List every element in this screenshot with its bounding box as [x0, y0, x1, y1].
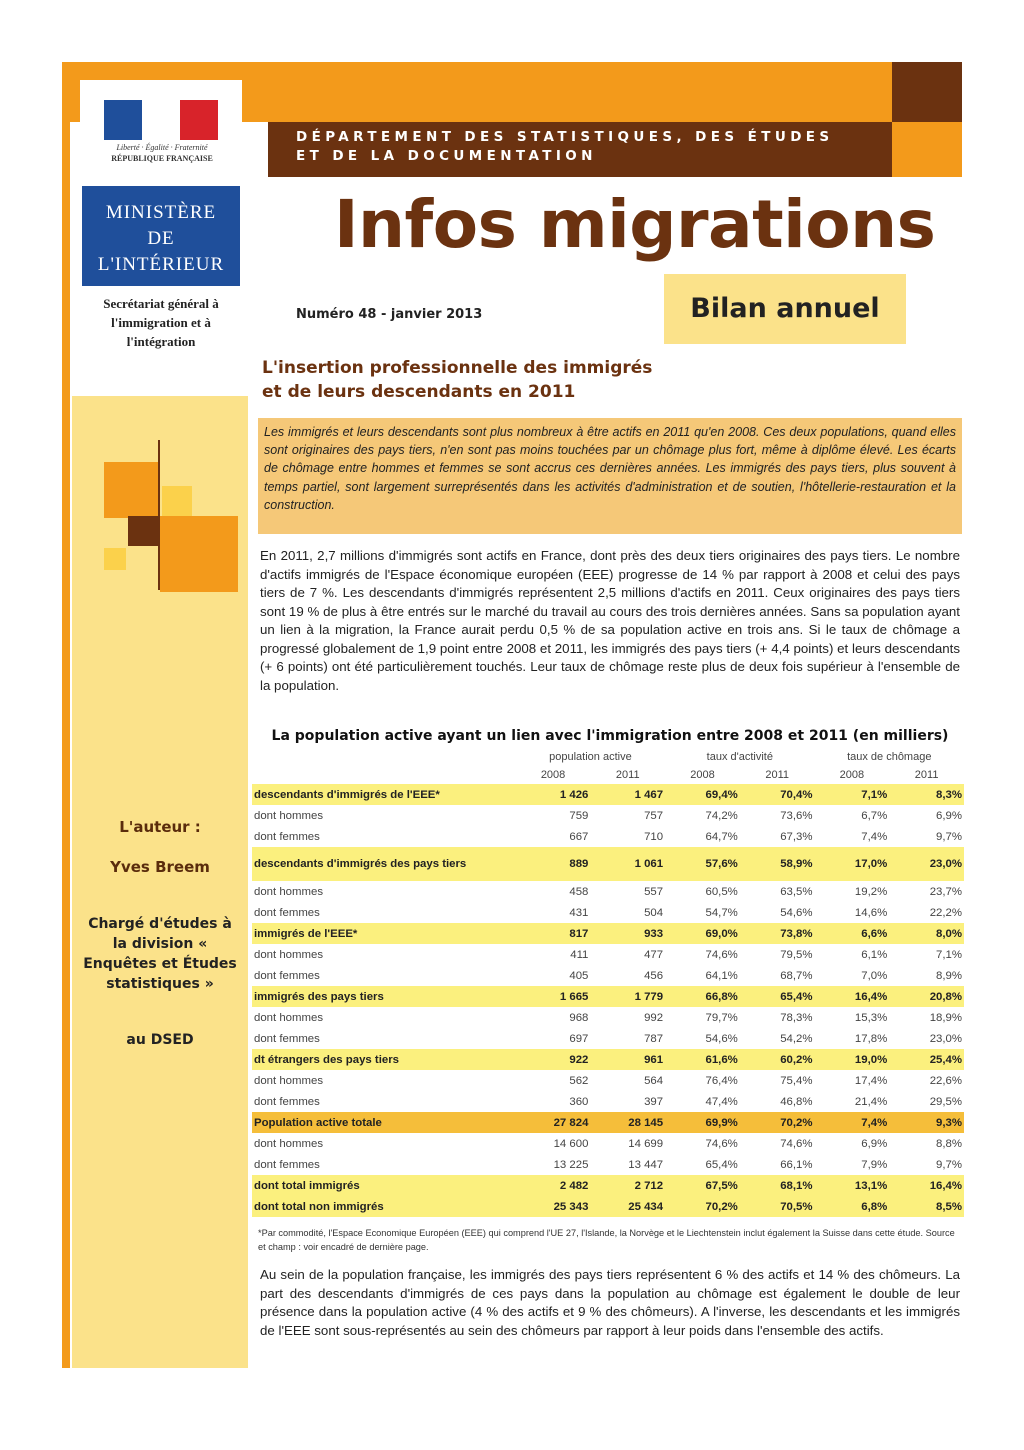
- republique-francaise-label: Liberté · Égalité · Fraternité RÉPUBLIQUE FRANÇAISE: [111, 143, 213, 163]
- table-cell: 968: [569, 1011, 589, 1024]
- table-cell: 74,6%: [780, 1137, 813, 1150]
- table-cell: 78,3%: [780, 1011, 813, 1024]
- year-header: 2008: [690, 769, 715, 781]
- table-cell: 9,3%: [889, 1112, 964, 1133]
- table-cell: 757: [644, 809, 664, 822]
- table-row: [252, 1154, 964, 1175]
- table-cell: 75,4%: [780, 1074, 813, 1087]
- table-cell: 66,1%: [780, 1158, 813, 1171]
- table-cell: 8,0%: [889, 923, 964, 944]
- group-header: taux d'activité: [706, 751, 773, 763]
- publication-title: Infos migrations: [334, 186, 936, 263]
- table-row: [252, 1133, 964, 1154]
- table-cell: 2 712: [590, 1175, 665, 1196]
- row-label: immigrés des pays tiers: [252, 986, 516, 1007]
- group-header: taux de chômage: [847, 751, 932, 763]
- table-cell: 70,2%: [665, 1196, 740, 1217]
- table-cell: 759: [569, 809, 589, 822]
- table-row: [252, 944, 964, 965]
- year-header: 2011: [914, 769, 939, 781]
- decorative-square: [104, 548, 126, 570]
- table-cell: 46,8%: [780, 1095, 813, 1108]
- table-cell: 8,9%: [936, 969, 962, 982]
- table-cell: 2 482: [516, 1175, 591, 1196]
- article-paragraph: Au sein de la population française, les immigrés des pays tiers représentent 6 % des actifs et 14 % des chômeurs. La part des descendants d'immigrés de ces pays dans la population au chômage est également le double de leur présence dans la population active (4 % des actifs et 9 % des chômeurs). A l'inverse, les descendants et les immigrés de l'EEE sont sous-représentés au sein des chômeurs par rapport à leur poids dans l'ensemble des actifs.: [260, 1267, 960, 1338]
- table-cell: 9,7%: [936, 830, 962, 843]
- table-cell: 18,9%: [929, 1011, 962, 1024]
- table-row: [252, 826, 964, 847]
- table-row: [252, 847, 964, 881]
- row-label: dont hommes: [254, 809, 324, 822]
- table-cell: 8,3%: [889, 784, 964, 805]
- table-cell: 54,6%: [705, 1032, 738, 1045]
- table-cell: 67,3%: [780, 830, 813, 843]
- table-cell: 6,1%: [861, 948, 888, 961]
- decorative-line: [158, 440, 160, 590]
- table-cell: 13,1%: [815, 1175, 890, 1196]
- row-label: dont femmes: [254, 1158, 320, 1171]
- table-cell: 65,4%: [705, 1158, 738, 1171]
- table-cell: 6,7%: [861, 809, 888, 822]
- secretariat-label: Secrétariat général à l'immigration et à l'intégration: [103, 296, 219, 349]
- table-cell: 64,7%: [705, 830, 738, 843]
- table-cell: 68,7%: [780, 969, 813, 982]
- table-cell: 1 779: [590, 986, 665, 1007]
- row-label: dont total immigrés: [252, 1175, 516, 1196]
- table-cell: 15,3%: [854, 1011, 888, 1024]
- decorative-square: [128, 516, 158, 546]
- table-cell: 697: [569, 1032, 589, 1045]
- table-cell: 7,0%: [861, 969, 888, 982]
- table-cell: 23,0%: [889, 847, 964, 881]
- table-cell: 1 061: [590, 847, 665, 881]
- table-row: [252, 805, 964, 826]
- table-cell: 14 600: [553, 1137, 589, 1150]
- row-label: dont total non immigrés: [252, 1196, 516, 1217]
- top-brown-corner: [892, 62, 962, 122]
- table-row: [252, 986, 964, 1007]
- table-cell: 477: [644, 948, 664, 961]
- author-label: L'auteur :: [119, 818, 201, 836]
- table-cell: 889: [516, 847, 591, 881]
- table-cell: 922: [516, 1049, 591, 1070]
- table-cell: 27 824: [516, 1112, 591, 1133]
- table-row: [252, 1091, 964, 1112]
- table-cell: 6,8%: [815, 1196, 890, 1217]
- table-cell: 817: [516, 923, 591, 944]
- table-cell: 8,5%: [889, 1196, 964, 1217]
- table-cell: 60,2%: [740, 1049, 815, 1070]
- table-row: [252, 1070, 964, 1091]
- table-cell: 562: [569, 1074, 589, 1087]
- year-header: 2008: [839, 769, 865, 781]
- table-cell: 19,2%: [854, 885, 888, 898]
- decorative-square: [162, 486, 192, 516]
- table-cell: 79,5%: [780, 948, 813, 961]
- table-cell: 360: [569, 1095, 589, 1108]
- table-cell: 69,4%: [665, 784, 740, 805]
- row-label: dont femmes: [254, 830, 320, 843]
- table-row: [252, 1028, 964, 1049]
- table-row: [252, 1049, 964, 1070]
- table-cell: 7,4%: [861, 830, 888, 843]
- table-cell: 14,6%: [854, 906, 888, 919]
- table-cell: 431: [569, 906, 589, 919]
- table-cell: 70,2%: [740, 1112, 815, 1133]
- table-title: La population active ayant un lien avec l'immigration entre 2008 et 2011 (en milliers): [271, 728, 949, 744]
- article-title: L'insertion professionnelle des immigrés et de leurs descendants en 2011: [262, 358, 653, 402]
- row-label: dont hommes: [254, 885, 324, 898]
- table-cell: 54,2%: [780, 1032, 813, 1045]
- table-cell: 23,7%: [929, 885, 962, 898]
- year-header: 2011: [765, 769, 789, 781]
- table-cell: 9,7%: [936, 1158, 962, 1171]
- table-cell: 74,2%: [705, 809, 738, 822]
- author-name: Yves Breem: [110, 858, 210, 876]
- table-cell: 6,6%: [815, 923, 890, 944]
- table-cell: 68,1%: [740, 1175, 815, 1196]
- table-cell: 7,1%: [815, 784, 890, 805]
- table-cell: 933: [590, 923, 665, 944]
- author-department: au DSED: [126, 1032, 194, 1048]
- issue-number: Numéro 48 - janvier 2013: [296, 307, 483, 322]
- table-cell: 6,9%: [936, 809, 962, 822]
- table-cell: 25 343: [516, 1196, 591, 1217]
- table-cell: 63,5%: [780, 885, 813, 898]
- marianne-logo: [104, 100, 218, 140]
- table-cell: 504: [644, 906, 664, 919]
- table-cell: 7,9%: [861, 1158, 888, 1171]
- article-paragraph: En 2011, 2,7 millions d'immigrés sont actifs en France, dont près des deux tiers originaires des pays tiers. Le nombre d'actifs immigrés de l'Espace économique européen (EEE) progresse de 14 % par rapport à 2008 et celui des pays tiers de 7 %. Les descendants d'immigrés représentent 2,5 millions d'actifs en 2011. Ceux originaires des pays tiers sont 19 % de plus à être entrés sur le marché du travail au cours des trois dernières années. Sans sa population ayant un lien à la migration, la France aurait perdu 0,5 % de sa population active en trois ans. Si le taux de chômage a progressé globalement de 1,9 point entre 2008 et 2011, les immigrés des pays tiers (+ 4,4 points) et leurs descendants (+ 6 points) ont été particulièrement touchés. Leur taux de chômage reste plus de deux fois supérieur à l'ensemble de la population.: [260, 548, 960, 693]
- table-cell: 67,5%: [665, 1175, 740, 1196]
- table-cell: 57,6%: [665, 847, 740, 881]
- table-cell: 992: [644, 1011, 664, 1024]
- table-cell: 17,8%: [854, 1032, 888, 1045]
- table-cell: 79,7%: [705, 1011, 738, 1024]
- row-label: dont hommes: [254, 1137, 324, 1150]
- table-cell: 70,4%: [740, 784, 815, 805]
- table-cell: 61,6%: [665, 1049, 740, 1070]
- table-cell: 66,8%: [665, 986, 740, 1007]
- row-label: dont femmes: [254, 1095, 320, 1108]
- table-cell: 787: [644, 1032, 664, 1045]
- table-cell: 22,6%: [929, 1074, 962, 1087]
- table-cell: 1 467: [590, 784, 665, 805]
- table-cell: 564: [644, 1074, 664, 1087]
- table-cell: 73,6%: [780, 809, 813, 822]
- table-cell: 58,9%: [740, 847, 815, 881]
- table-cell: 70,5%: [740, 1196, 815, 1217]
- table-cell: 47,4%: [705, 1095, 738, 1108]
- table-cell: 1 426: [516, 784, 591, 805]
- row-label: dont femmes: [254, 969, 320, 982]
- left-orange-band: [62, 62, 70, 1368]
- table-cell: 8,8%: [936, 1137, 962, 1150]
- table-row: [252, 902, 964, 923]
- row-label: dont hommes: [254, 1011, 324, 1024]
- table-cell: 405: [569, 969, 589, 982]
- table-cell: 961: [590, 1049, 665, 1070]
- table-cell: 69,9%: [665, 1112, 740, 1133]
- year-header: 2008: [540, 769, 566, 781]
- table-cell: 411: [570, 948, 589, 961]
- table-cell: 23,0%: [929, 1032, 962, 1045]
- row-label: Population active totale: [252, 1112, 516, 1133]
- table-cell: 54,6%: [780, 906, 813, 919]
- table-cell: 458: [569, 885, 589, 898]
- author-role: Chargé d'études à la division « Enquêtes et Études statistiques »: [83, 916, 237, 992]
- table-cell: 64,1%: [705, 969, 738, 982]
- table-cell: 20,8%: [889, 986, 964, 1007]
- table-row: [252, 1112, 964, 1133]
- table-cell: 76,4%: [705, 1074, 738, 1087]
- table-cell: 69,0%: [665, 923, 740, 944]
- ministere-logo: MINISTÈRE DE L'INTÉRIEUR: [82, 186, 240, 286]
- table-row: [252, 923, 964, 944]
- table-cell: 29,5%: [929, 1095, 962, 1108]
- table-row: [252, 1007, 964, 1028]
- table-cell: 397: [644, 1095, 664, 1108]
- row-label: descendants d'immigrés des pays tiers: [252, 847, 516, 881]
- table-cell: 21,4%: [854, 1095, 888, 1108]
- population-table: [252, 748, 964, 1217]
- table-cell: 1 665: [516, 986, 591, 1007]
- table-cell: 13 447: [628, 1158, 664, 1171]
- table-cell: 7,4%: [815, 1112, 890, 1133]
- table-group-header: [252, 748, 964, 766]
- table-footnote: *Par commodité, l'Espace Economique Européen (EEE) qui comprend l'UE 27, l'Islande, la Norvège et le Liechtenstein inclut également la Suisse dans cette étude. Source et champ : voir encadré de dernière page.: [258, 1228, 955, 1252]
- table-cell: 16,4%: [815, 986, 890, 1007]
- table-cell: 25,4%: [889, 1049, 964, 1070]
- table-cell: 13 225: [553, 1158, 589, 1171]
- table-cell: 17,0%: [815, 847, 890, 881]
- table-cell: 60,5%: [705, 885, 738, 898]
- bilan-annuel-badge: Bilan annuel: [664, 274, 906, 344]
- group-header: population active: [549, 751, 632, 763]
- table-cell: 74,6%: [705, 948, 738, 961]
- table-cell: 74,6%: [705, 1137, 738, 1150]
- decorative-square: [104, 462, 160, 518]
- table-cell: 456: [644, 969, 664, 982]
- orange-corner: [892, 122, 962, 177]
- table-cell: 19,0%: [815, 1049, 890, 1070]
- department-name: DÉPARTEMENT DES STATISTIQUES, DES ÉTUDES ET DE LA DOCUMENTATION: [296, 129, 834, 164]
- table-cell: 28 145: [590, 1112, 665, 1133]
- year-header: 2011: [615, 769, 640, 781]
- row-label: dont femmes: [254, 1032, 320, 1045]
- row-label: dt étrangers des pays tiers: [252, 1049, 516, 1070]
- table-row: [252, 881, 964, 902]
- table-row: [252, 1175, 964, 1196]
- table-cell: 14 699: [628, 1137, 664, 1150]
- decorative-square: [160, 516, 238, 592]
- table-cell: 710: [644, 830, 664, 843]
- table-cell: 17,4%: [854, 1074, 888, 1087]
- row-label: immigrés de l'EEE*: [252, 923, 516, 944]
- table-row: [252, 784, 964, 805]
- table-cell: 25 434: [590, 1196, 665, 1217]
- table-row: [252, 1196, 964, 1217]
- row-label: dont hommes: [254, 948, 324, 961]
- row-label: dont femmes: [254, 906, 320, 919]
- table-row: [252, 965, 964, 986]
- table-cell: 73,8%: [740, 923, 815, 944]
- table-cell: 6,9%: [861, 1137, 888, 1150]
- table-cell: 557: [644, 885, 664, 898]
- row-label: dont hommes: [254, 1074, 324, 1087]
- table-cell: 16,4%: [889, 1175, 964, 1196]
- article-summary: Les immigrés et leurs descendants sont plus nombreux à être actifs en 2011 qu'en 2008. Ces deux populations, quand elles sont originaires des pays tiers, n'en sont pas moins touchées par un chômage plus fort, même à diplôme élevé. Les écarts de chômage entre hommes et femmes se sont accrus ces dernières années. Les immigrés des pays tiers, plus souvent à temps partiel, sont largement surreprésentés dans les activités d'administration et de soutien, l'hôtellerie-restauration et la construction.: [258, 418, 962, 534]
- table-year-header: [252, 766, 964, 784]
- table-cell: 667: [569, 830, 589, 843]
- table-cell: 65,4%: [740, 986, 815, 1007]
- table-cell: 54,7%: [705, 906, 738, 919]
- row-label: descendants d'immigrés de l'EEE*: [252, 784, 516, 805]
- table-cell: 7,1%: [936, 948, 962, 961]
- table-cell: 22,2%: [929, 906, 962, 919]
